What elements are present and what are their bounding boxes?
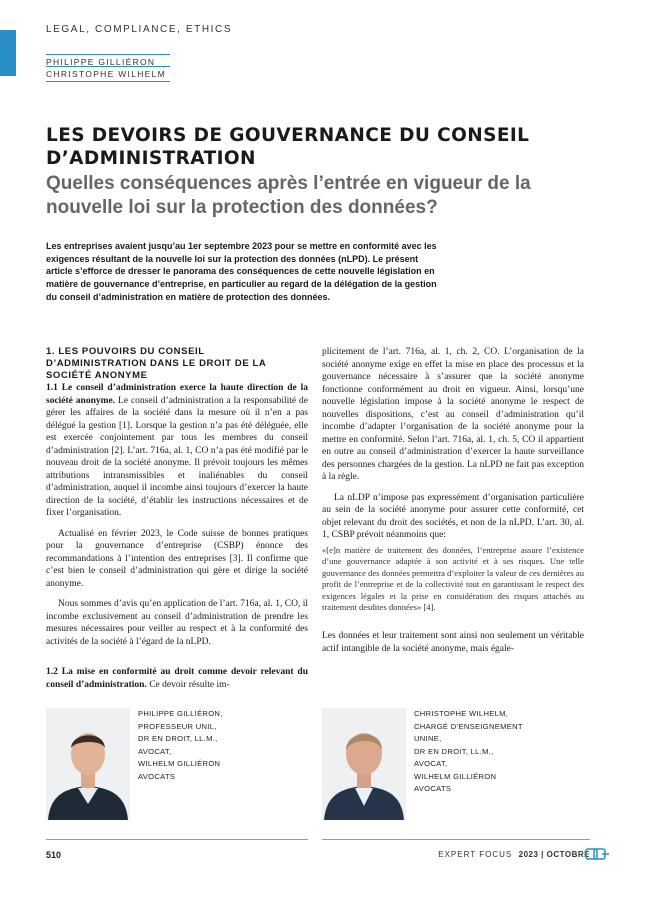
paragraph — [46, 382, 308, 520]
section-1-1-heading: 1.1 Le conseil d’administration exerce la haute direction de la société anonyme. — [46, 383, 308, 406]
publication-name: EXPERT FOCUS — [438, 850, 513, 859]
author-photo-gillieron — [46, 708, 130, 820]
bio-line: AVOCATS — [138, 771, 176, 781]
article-title: LES DEVOIRS DE GOUVERNANCE DU CONSEIL D’ADMINISTRATION — [46, 125, 530, 169]
bio-line: DR EN DROIT, LL.M., — [414, 746, 494, 756]
author-photo-wilhelm — [322, 708, 406, 820]
paragraph-text: Le conseil d’administration a la responsabilité de gérer les affaires de la société dans la mesure où il n’en a pas délégué la gestion [1]. Lorsque la gestion n’a pas été déléguée, elle est exercée conjointement par tous les membres du conseil d’administration [2]. L’art. 716a, al. 1, CO n’a pas été modifié par le nouveau droit de la société anonyme. Il prévoit toujours les mêmes attributions intransmissibles et inaliénables du conseil d’administration, auquel il incombe ainsi toujours d’exercer la haute direction de la société, d’établir les instructions nécessaires et de fixer l’organisation. — [46, 395, 308, 518]
footer-rule-right — [322, 839, 590, 840]
footer-publication — [420, 850, 590, 859]
section-1-heading: 1. LES POUVOIRS DU CONSEIL D’ADMINISTRATION DANS LE DROIT DE LA SOCIÉTÉ ANONYME — [46, 346, 267, 381]
bio-line: CHRISTOPHE WILHELM, — [414, 709, 509, 718]
article-subtitle: Quelles conséquences après l’entrée en vigueur de la nouvelle loi sur la protection des données? — [46, 173, 531, 218]
footer-rule-left — [46, 839, 308, 840]
expert-focus-logo-icon — [585, 847, 611, 861]
bio-line: AVOCAT, — [138, 746, 172, 756]
author-tag-2: CHRISTOPHE WILHELM — [46, 66, 170, 82]
bio-line: PHILIPPE GILLIÉRON, — [138, 709, 223, 718]
accent-bar — [0, 30, 16, 76]
bio-line: WILHELM GILLIÉRON — [414, 771, 497, 781]
bio-line: AVOCATS — [414, 784, 452, 793]
section-1-2-heading: 1.2 La mise en conformité au droit comme devoir relevant du conseil d’administration. — [46, 667, 308, 690]
paragraph: plicitement de l’art. 716a, al. 1, ch. 2, CO. L’organisation de la société anonyme exige en effet la mise en place des processus et la gouvernance nécessaire à s’assurer que la société anonyme fonctionne conformément au droit en vigueur. Ainsi, lorsqu’une nouvelle législation impose à la société anonyme le respect de nouvelles dispositions, c’est au conseil d’administration qu’il incombe d’adapter l’organisation de la société anonyme pour la mettre en conformité. Selon l’art. 716a, al. 1, ch. 5, CO il appartient en outre au conseil d’administration d’exercer la haute surveillance des personnes chargées de la gestion. La nLPD ne fait pas exception à la règle. — [322, 347, 584, 482]
paragraph — [46, 666, 308, 691]
block-quote: «[e]n matière de traitement des données, l’entreprise assure l’existence d’une gouvernance adaptée à son activité et à ses risques. Une telle gouvernance des données permettra d’exploiter la valeur de ces dernières au profit de l’entreprise et de la collectivité tout en garantissant le respect des exigences légales et la prise en considération des risques attachés au traitement desdites données» [4]. — [322, 544, 584, 613]
author-tag-1: PHILIPPE GILLIÉRON — [46, 54, 170, 67]
paragraph: La nLDP n’impose pas expressément d’organisation particulière au sein de la société anonyme pour assurer cette conformité, cet objet relevant du droit des sociétés, et non de la nLPD. L’art. 30, al. 1, CSBP prévoit néanmoins que: — [322, 492, 584, 540]
column-left — [46, 346, 308, 691]
bio-line: UNINE, — [414, 734, 442, 743]
page-number: 510 — [46, 850, 62, 860]
paragraph: Nous sommes d’avis qu’en application de l’art. 716a, al. 1, CO, il incombe exclusivement au conseil d’administration de prendre les mesures nécessaires pour veiller au respect et à la conformité des activités de la société à l’égard de la nLPD. — [46, 599, 308, 647]
bio-line: DR EN DROIT, LL.M., — [138, 734, 218, 743]
bio-line: AVOCAT, — [414, 759, 448, 768]
article-lead: Les entreprises avaient jusqu’au 1er septembre 2023 pour se mettre en conformité avec les exigences résultant de la nouvelle loi sur la protection des données (nLPD). Le présent article s’efforce de dresser le panorama des conséquences de cette nouvelle législation en matière de gouvernance d’entreprise, en particulier au regard de la délégation de la gestion du conseil d’administration en matière de protection des données. — [46, 241, 437, 302]
bio-line: WILHELM GILLIÉRON — [138, 759, 221, 768]
paragraph-text: Ce devoir résulte im- — [146, 679, 230, 690]
paragraph: Actualisé en février 2023, le Code suisse de bonnes pratiques pour la gouvernance d’entreprise (CSBP) énonce des recommandations à l’intention des entreprises [3]. Il confirme que c’est bien le conseil d’administration qui gère et dirige la société anonyme. — [46, 528, 308, 589]
column-right — [322, 346, 584, 655]
author-bio-gillieron — [138, 708, 223, 783]
bio-line: PROFESSEUR UNIL, — [138, 721, 217, 731]
paragraph: Les données et leur traitement sont ainsi non seulement un véritable actif intangible de la société anonyme, mais égale- — [322, 631, 584, 654]
section-tag: LEGAL, COMPLIANCE, ETHICS — [46, 24, 233, 35]
author-bio-wilhelm — [414, 708, 523, 796]
issue-date: 2023 | OCTOBRE — [518, 850, 590, 859]
bio-line: CHARGÉ D’ENSEIGNEMENT — [414, 721, 523, 731]
